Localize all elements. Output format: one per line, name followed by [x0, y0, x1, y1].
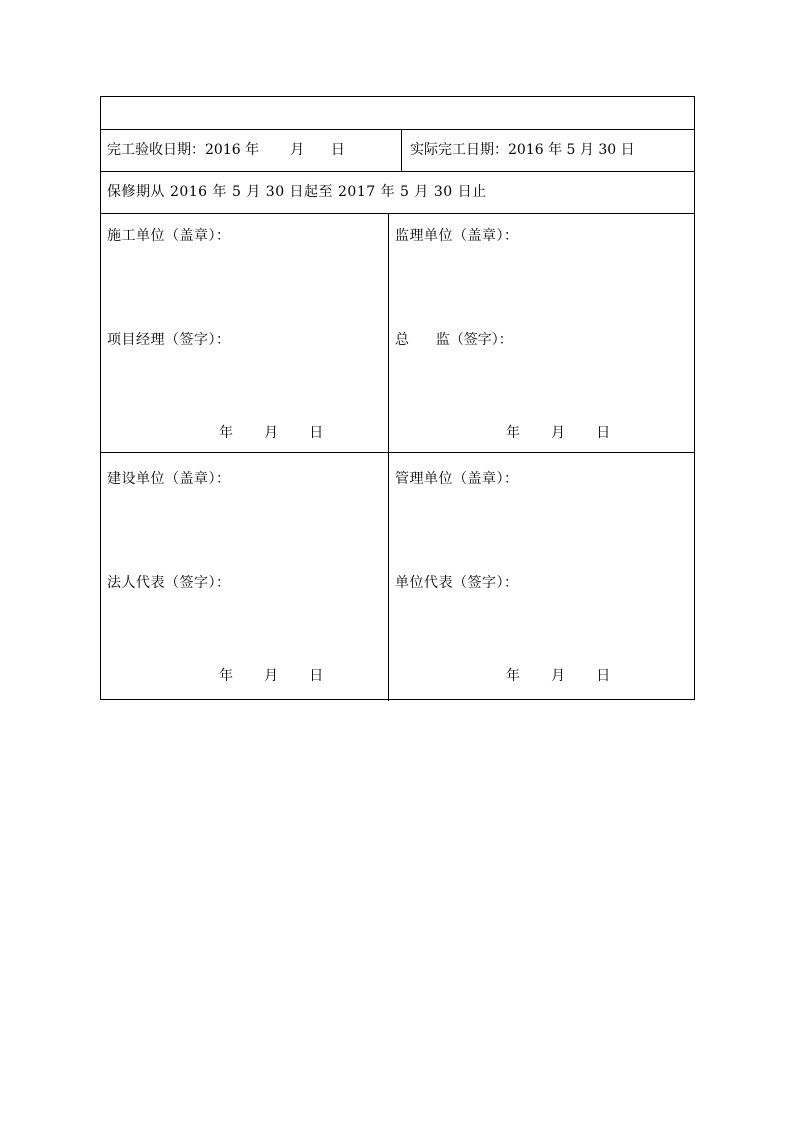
acceptance-date-cell	[101, 130, 402, 171]
chief-supervisor-sign-label: 总 监（签字）：	[395, 332, 513, 348]
signature-row-1	[101, 214, 694, 453]
project-manager-sign-label: 项目经理（签字）：	[107, 332, 231, 348]
supervision-unit-label: 监理单位（盖章）：	[395, 228, 519, 244]
owner-date-line: 年 月 日	[219, 668, 324, 684]
management-unit-cell	[389, 453, 694, 701]
unit-representative-sign-label: 单位代表（签字）：	[395, 575, 519, 591]
dates-row	[101, 130, 694, 172]
owner-unit-label: 建设单位（盖章）：	[107, 471, 231, 487]
form-header-row	[101, 97, 694, 130]
construction-unit-cell	[101, 214, 389, 452]
supervision-date-line: 年 月 日	[506, 425, 611, 441]
owner-unit-cell	[101, 453, 389, 701]
supervision-unit-cell	[389, 214, 694, 452]
warranty-row	[101, 172, 694, 214]
acceptance-date-text: 完工验收日期：2016 年 月 日	[107, 142, 345, 158]
actual-completion-date-cell	[402, 130, 694, 171]
management-unit-label: 管理单位（盖章）：	[395, 471, 519, 487]
signature-row-2	[101, 453, 694, 701]
construction-unit-label: 施工单位（盖章）：	[107, 228, 231, 244]
actual-completion-date-text: 实际完工日期：2016 年 5 月 30 日	[410, 142, 635, 158]
legal-representative-sign-label: 法人代表（签字）：	[107, 575, 231, 591]
management-date-line: 年 月 日	[506, 668, 611, 684]
completion-acceptance-form	[100, 96, 695, 700]
construction-date-line: 年 月 日	[219, 425, 324, 441]
warranty-period-text: 保修期从 2016 年 5 月 30 日起至 2017 年 5 月 30 日止	[107, 184, 487, 200]
